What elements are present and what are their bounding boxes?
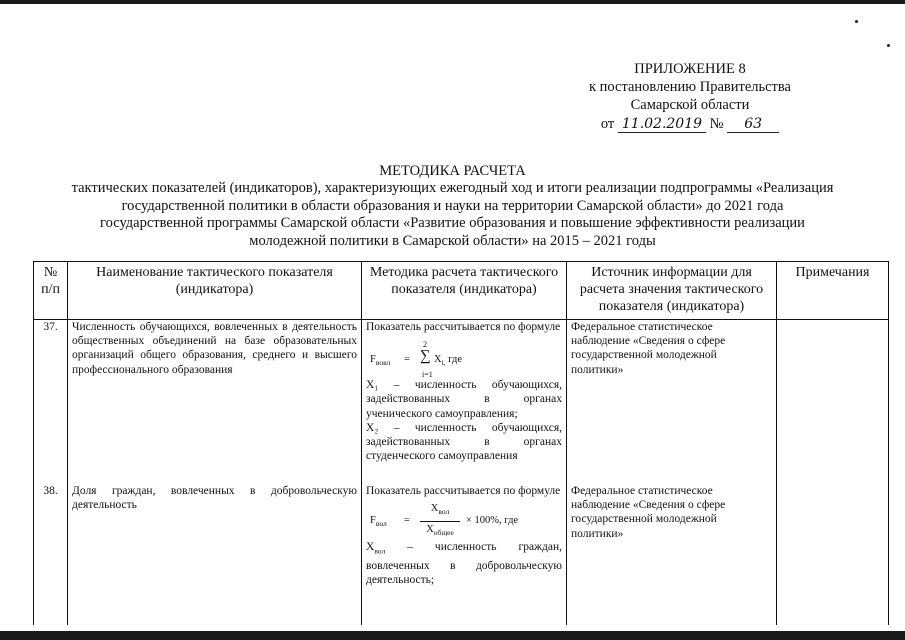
table-row: [34, 320, 889, 485]
formula-lhs: [370, 353, 390, 370]
denominator-sub: общее: [433, 527, 454, 537]
formula-lhs-sub: вовл: [375, 358, 391, 368]
sum-lower-limit: i=1: [422, 370, 433, 380]
indicator-name: Численность обучающихся, вовлеченных в деятельность общественных объединений на базе образовательных организаций общего образования, среднего и высшего профессионального образования: [68, 320, 362, 485]
appendix-title: ПРИЛОЖЕНИЕ 8: [634, 61, 746, 77]
formula-rhs: × 100%, где: [466, 515, 519, 527]
method-definition-1: X₁ – численность обучающихся, задействованных в органах ученического самоуправления;: [366, 379, 562, 420]
document-subtitle: тактических показателей (индикаторов), характеризующих ежегодный ход и итоги реализации подпрограммы «Реализация государственной политики в области образования и науки на территории Самарской области» до 2021 года государственной программы Самарской области «Развитие образования и повышение эффективности реализации молодежной политики в Самарской области» на 2015 – 2021 годы: [71, 180, 834, 249]
appendix-line-2: Самарской области: [630, 97, 750, 113]
header-notes: Примечания: [777, 262, 889, 320]
formula-lhs-var: F: [370, 354, 376, 366]
notes-cell: [777, 484, 889, 625]
indicator-name: Доля граждан, вовлеченных в добровольческую деятельность: [68, 484, 362, 625]
document-title: МЕТОДИКА РАСЧЕТА: [379, 163, 526, 179]
formula-lhs-var: F: [370, 515, 376, 527]
scan-border-top: [0, 0, 905, 4]
method-intro: Показатель рассчитывается по формуле: [366, 321, 561, 333]
numerator-var: X: [430, 503, 439, 515]
method-cell: [362, 484, 567, 625]
definition-var: X: [366, 541, 375, 554]
table-header-row: [34, 262, 889, 320]
table-row: [34, 484, 889, 625]
formula-lhs: [370, 514, 387, 531]
formula-rhs-tail: где: [445, 354, 462, 366]
date-prefix: от: [600, 116, 615, 132]
header-name: Наименование тактического показателя (индикатора): [68, 262, 362, 320]
notes-cell: [777, 320, 889, 485]
handwritten-number: 63: [727, 117, 779, 133]
formula-rhs-sub: i,: [441, 358, 446, 368]
formula-rhs-var: X: [434, 354, 442, 366]
definition-var-sub: вол: [374, 546, 386, 556]
formula-sum: [366, 334, 562, 378]
scan-border-bottom: [0, 631, 905, 640]
source-cell: Федеральное статистическое наблюдение «Сведения о сфере государственной молодежной политики»: [567, 320, 777, 485]
numerator-sub: вол: [438, 507, 450, 517]
formula-equals: =: [404, 515, 410, 527]
appendix-date-line: [560, 115, 820, 133]
formula-fraction: [366, 498, 562, 540]
method-cell: [362, 320, 567, 485]
method-intro: Показатель рассчитывается по формуле: [366, 485, 561, 497]
method-definition-1: [366, 540, 562, 587]
handwritten-date: 11.02.2019: [618, 117, 706, 133]
sigma-icon: ∑: [420, 348, 431, 365]
formula-equals: =: [404, 354, 410, 366]
fraction-numerator: [420, 502, 460, 521]
formula-lhs-sub: вол: [375, 519, 387, 529]
scan-speck: [887, 44, 890, 47]
header-source: Источник информации для расчета значения тактического показателя (индикатора): [567, 262, 777, 320]
indicators-table: [33, 261, 889, 625]
method-definition-2: X₂ – численность обучающихся, задействованных в органах студенческого самоуправления: [366, 421, 562, 463]
fraction-denominator: [420, 522, 460, 540]
row-number: 38.: [34, 484, 68, 625]
formula-fraction-body: [420, 502, 460, 540]
appendix-line-1: к постановлению Правительства: [589, 79, 791, 95]
source-cell: Федеральное статистическое наблюдение «Сведения о сфере государственной молодежной политики»: [567, 484, 777, 625]
formula-rhs: [434, 353, 462, 370]
row-number: 37.: [34, 320, 68, 485]
denominator-var: X: [426, 523, 434, 535]
appendix-block: [560, 60, 820, 133]
header-method: Методика расчета тактического показателя (индикатора): [362, 262, 567, 320]
sum-upper-limit: 2: [423, 340, 427, 350]
number-prefix: №: [709, 116, 724, 132]
header-num: № п/п: [34, 262, 68, 320]
definition-text: – численность граждан, вовлеченных в добровольческую деятельность;: [366, 541, 562, 586]
scan-speck: [855, 20, 858, 23]
